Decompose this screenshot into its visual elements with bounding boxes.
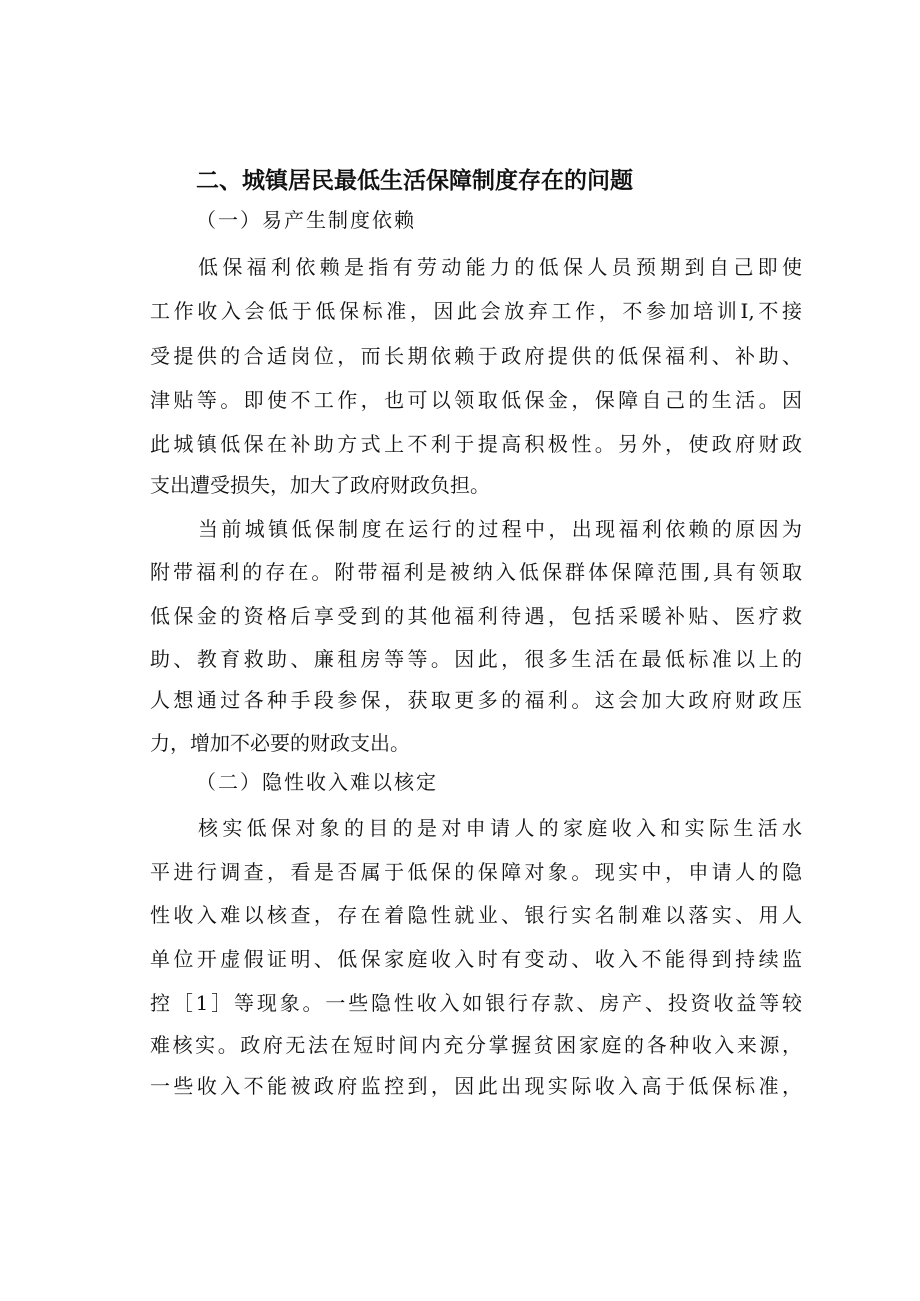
paragraph-line: 附带福利的存在。附带福利是被纳入低保群体保障范围,具有领取 bbox=[150, 560, 802, 584]
subsection-title-1: （一）易产生制度依赖 bbox=[196, 208, 416, 232]
paragraph-line: 一些收入不能被政府监控到，因此出现实际收入高于低保标准， bbox=[150, 1074, 802, 1098]
paragraph-line: 低保金的资格后享受到的其他福利待遇，包括采暖补贴、医疗救 bbox=[150, 604, 802, 628]
paragraph-line: 单位开虚假证明、低保家庭收入时有变动、收入不能得到持续监 bbox=[150, 947, 802, 971]
paragraph-line: 难核实。政府无法在短时间内充分掌握贫困家庭的各种收入来源， bbox=[150, 1033, 802, 1057]
paragraph-line: 津贴等。即使不工作，也可以领取低保金，保障自己的生活。因 bbox=[150, 388, 802, 412]
paragraph-line: 人想通过各种手段参保，获取更多的福利。这会加大政府财政压 bbox=[150, 688, 802, 712]
paragraph-line: 核实低保对象的目的是对申请人的家庭收入和实际生活水 bbox=[198, 816, 802, 840]
paragraph-line: 力，增加不必要的财政支出。 bbox=[150, 731, 410, 755]
paragraph-line: 平进行调查，看是否属于低保的保障对象。现实中，申请人的隐 bbox=[150, 860, 802, 884]
paragraph-line: 控［1］等现象。一些隐性收入如银行存款、房产、投资收益等较 bbox=[150, 991, 802, 1015]
paragraph-line: 低保福利依赖是指有劳动能力的低保人员预期到自己即使 bbox=[198, 255, 802, 279]
paragraph-line: 受提供的合适岗位，而长期依赖于政府提供的低保福利、补助、 bbox=[150, 344, 802, 368]
paragraph-line: 助、教育救助、廉租房等等。因此，很多生活在最低标准以上的 bbox=[150, 647, 802, 671]
paragraph-line: 此城镇低保在补助方式上不利于提高积极性。另外，使政府财政 bbox=[150, 432, 802, 456]
paragraph-line: 性收入难以核查，存在着隐性就业、银行实名制难以落实、用人 bbox=[150, 903, 802, 927]
subsection-title-2: （二）隐性收入难以核定 bbox=[196, 770, 438, 794]
paragraph-line: 当前城镇低保制度在运行的过程中，出现福利依赖的原因为 bbox=[198, 517, 802, 541]
section-heading: 二、城镇居民最低生活保障制度存在的问题 bbox=[196, 168, 633, 194]
paragraph-line: 工作收入会低于低保标准，因此会放弃工作，不参加培训I,不接 bbox=[150, 299, 802, 323]
paragraph-line: 支出遭受损失，加大了政府财政负担。 bbox=[150, 473, 490, 497]
